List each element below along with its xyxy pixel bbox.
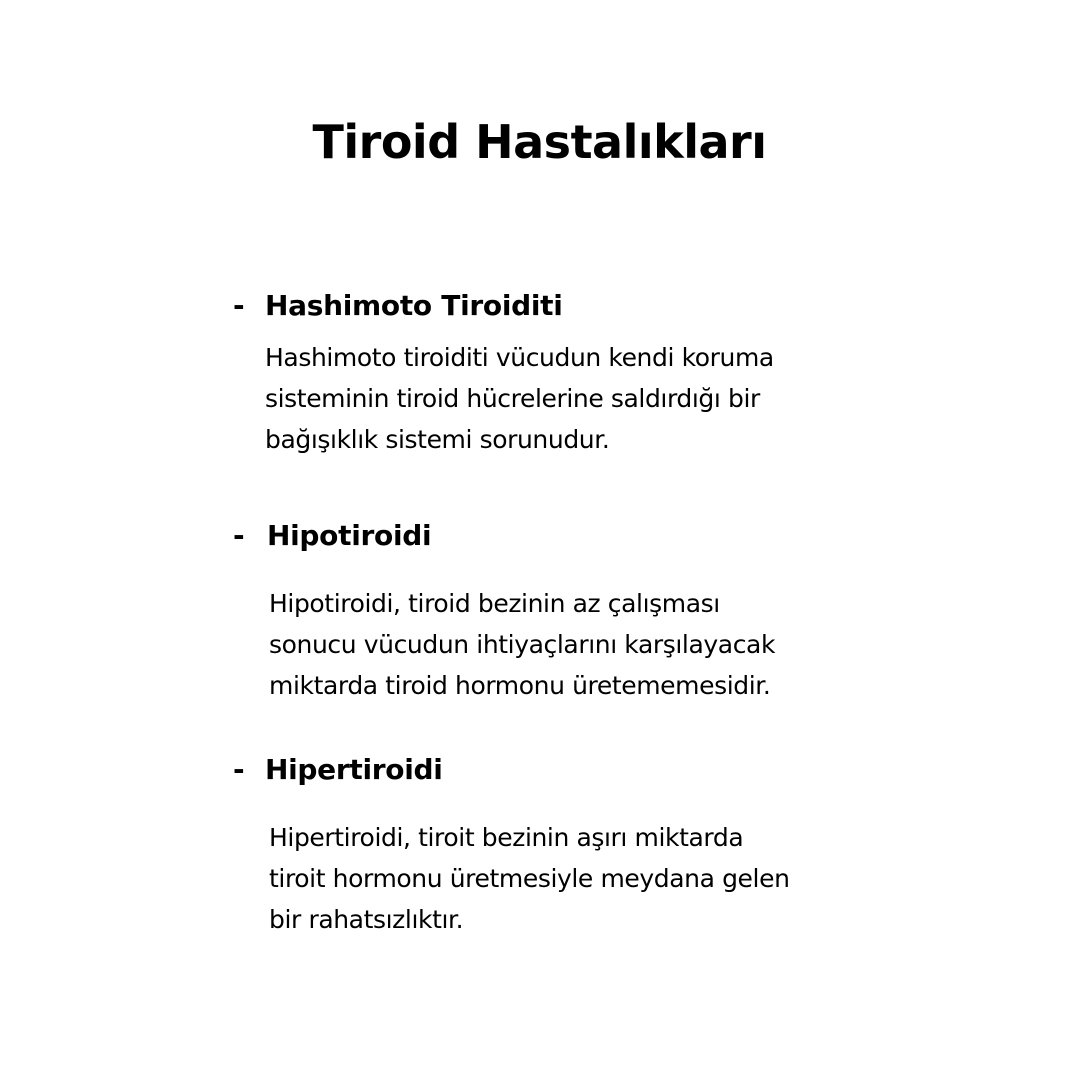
section-header (233, 515, 873, 557)
section-heading: Hashimoto Tiroiditi (265, 289, 563, 322)
section-hashimoto (233, 285, 873, 460)
section-description (269, 583, 873, 706)
section-description (269, 817, 873, 940)
description-line: Hipertiroidi, tiroit bezinin aşırı miktarda (269, 823, 744, 852)
section-description (265, 337, 873, 460)
description-line: bir rahatsızlıktır. (269, 905, 464, 934)
section-heading: Hipotiroidi (267, 519, 432, 552)
section-heading: Hipertiroidi (265, 753, 443, 786)
page-title: Tiroid Hastalıkları (312, 115, 767, 169)
bullet-dash: - (233, 519, 245, 552)
description-line: bağışıklık sistemi sorunudur. (265, 425, 610, 454)
bullet-dash: - (233, 289, 245, 322)
section-header (233, 285, 873, 327)
description-line: Hashimoto tiroiditi vücudun kendi koruma (265, 343, 774, 372)
description-line: sonucu vücudun ihtiyaçlarını karşılayacak (269, 630, 776, 659)
description-line: Hipotiroidi, tiroid bezinin az çalışması (269, 589, 720, 618)
section-header (233, 749, 873, 791)
description-line: sisteminin tiroid hücrelerine saldırdığı bir (265, 384, 760, 413)
section-hipertiroidi (233, 749, 873, 940)
section-hipotiroidi (233, 515, 873, 706)
description-line: miktarda tiroid hormonu üretememesidir. (269, 671, 771, 700)
description-line: tiroit hormonu üretmesiyle meydana gelen (269, 864, 790, 893)
bullet-dash: - (233, 753, 245, 786)
